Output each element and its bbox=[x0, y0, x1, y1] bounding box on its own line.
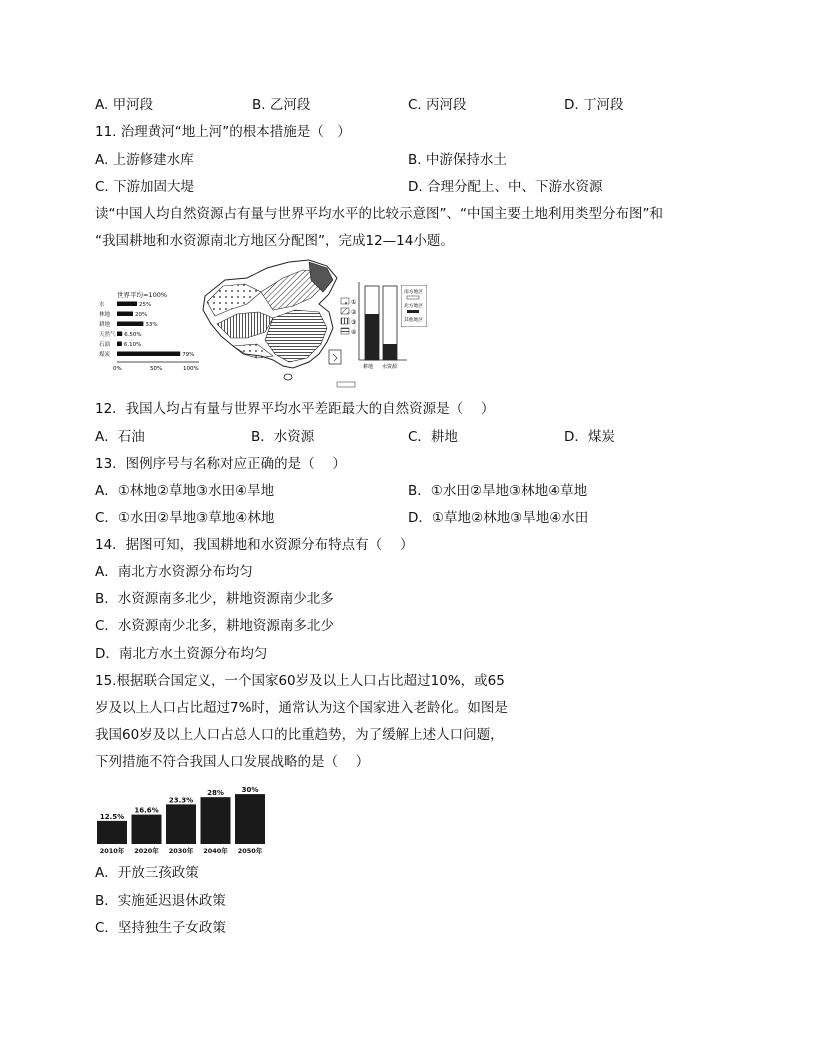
aging-value-label: 12.5% bbox=[99, 812, 125, 821]
bar-category-label: 天然气 bbox=[99, 332, 116, 338]
bar-value-label: 79% bbox=[182, 352, 195, 358]
q13-option-b: B．①水田②旱地③林地④草地 bbox=[408, 483, 588, 499]
stacked-chart-legend bbox=[401, 285, 427, 327]
q15-line-1: 15.根据联合国定义，一个国家60岁及以上人口占比超过10%，或65 bbox=[95, 673, 505, 689]
q12-option-d: D．煤炭 bbox=[564, 429, 615, 445]
q10-option-a: A. 甲河段 bbox=[95, 97, 154, 113]
q11-stem: 11. 治理黄河“地上河”的根本措施是（ ） bbox=[95, 124, 351, 140]
bar-category-label: 林地 bbox=[99, 312, 111, 318]
bar-value-label: 6.50% bbox=[124, 332, 142, 338]
q11-option-a: A. 上游修建水库 bbox=[95, 152, 194, 168]
q10-option-b: B. 乙河段 bbox=[252, 97, 311, 113]
aging-population-chart bbox=[95, 782, 270, 860]
bar-category-label: 水 bbox=[99, 302, 105, 308]
q12-option-b: B．水资源 bbox=[251, 429, 315, 445]
aging-year-label: 2040年 bbox=[203, 847, 228, 855]
bar-value-label: 33% bbox=[145, 322, 158, 328]
aging-bar bbox=[235, 794, 265, 844]
q11-option-d: D. 合理分配上、中、下游水资源 bbox=[408, 179, 603, 195]
bar-category-label: 煤炭 bbox=[99, 352, 111, 358]
resource-bar bbox=[117, 322, 143, 327]
bar-category-label: 耕地 bbox=[99, 322, 111, 328]
aging-value-label: 16.6% bbox=[134, 806, 159, 815]
aging-year-label: 2050年 bbox=[237, 847, 263, 855]
aging-bar bbox=[166, 804, 196, 844]
north-south-distribution-chart bbox=[359, 282, 407, 370]
q15-option-a: A．开放三孩政策 bbox=[95, 865, 199, 881]
aging-bar bbox=[97, 821, 127, 844]
legend-3: ③ bbox=[351, 319, 357, 326]
q14-option-a: A．南北方水资源分布均匀 bbox=[95, 564, 253, 580]
aging-value-label: 28% bbox=[207, 789, 224, 798]
q13-option-c: C．①水田②旱地③草地④林地 bbox=[95, 510, 275, 526]
q15-line-4: 下列措施不符合我国人口发展战略的是（ ） bbox=[95, 754, 370, 770]
q10-option-d: D. 丁河段 bbox=[564, 97, 624, 113]
bar-value-label: 25% bbox=[139, 302, 152, 308]
tick-50: 50% bbox=[150, 366, 163, 372]
bar-category-label: 石油 bbox=[99, 342, 111, 348]
aging-bar bbox=[132, 815, 162, 844]
legend-1: ① bbox=[351, 299, 357, 306]
resource-figure bbox=[97, 258, 407, 390]
q14-stem: 14．据图可知，我国耕地和水资源分布特点有（ ） bbox=[95, 537, 414, 553]
q12-option-a: A．石油 bbox=[95, 429, 145, 445]
tick-0: 0% bbox=[113, 366, 122, 372]
q12-option-c: C．耕地 bbox=[408, 429, 458, 445]
intro-line-1: 读“中国人均自然资源占有量与世界平均水平的比较示意图”、“中国主要土地利用类型分布图”和 bbox=[95, 206, 663, 222]
q13-option-a: A．①林地②草地③水田④旱地 bbox=[95, 483, 275, 499]
legend-other: 其他地区 bbox=[404, 318, 424, 323]
resource-bar bbox=[117, 312, 133, 317]
q14-option-d: D．南北方水土资源分布均匀 bbox=[95, 646, 268, 662]
q15-option-b: B．实施延迟退休政策 bbox=[95, 893, 226, 909]
aging-value-label: 30% bbox=[241, 786, 259, 795]
intro-line-2: “我国耕地和水资源南北方地区分配图”，完成12—14小题。 bbox=[95, 233, 454, 249]
legend-2: ② bbox=[351, 309, 357, 316]
legend-south: 南方地区 bbox=[404, 290, 424, 295]
q11-option-c: C. 下游加固大堤 bbox=[95, 179, 195, 195]
resource-bar bbox=[117, 302, 137, 307]
legend-north: 北方地区 bbox=[404, 304, 424, 309]
q15-option-c: C．坚持独生子女政策 bbox=[95, 920, 226, 936]
q10-option-c: C. 丙河段 bbox=[408, 97, 467, 113]
q14-option-b: B．水资源南多北少，耕地资源南少北多 bbox=[95, 591, 334, 607]
resource-bar bbox=[117, 332, 122, 337]
stacked-cat-water: 水资源 bbox=[382, 364, 398, 370]
aging-year-label: 2020年 bbox=[134, 847, 159, 855]
bar-value-label: 6.10% bbox=[123, 342, 142, 348]
per-capita-resource-chart bbox=[99, 290, 199, 372]
resource-bar bbox=[117, 352, 180, 357]
q11-option-b: B. 中游保持水土 bbox=[408, 152, 507, 168]
resource-bar bbox=[117, 342, 122, 347]
legend-4: ④ bbox=[351, 329, 357, 336]
q13-option-d: D．①草地②林地③旱地④水田 bbox=[408, 510, 589, 526]
bar-value-label: 20% bbox=[135, 312, 148, 318]
q13-stem: 13．图例序号与名称对应正确的是（ ） bbox=[95, 456, 346, 472]
q15-line-3: 我国60岁及以上人口占总人口的比重趋势，为了缓解上述人口问题， bbox=[95, 727, 504, 743]
aging-value-label: 23.3% bbox=[168, 796, 194, 805]
stacked-cat-farmland: 耕地 bbox=[363, 364, 374, 370]
q12-stem: 12．我国人均占有量与世界平均水平差距最大的自然资源是（ ） bbox=[95, 401, 495, 417]
aging-bar bbox=[201, 797, 231, 844]
map-legend bbox=[341, 298, 357, 336]
q14-option-c: C．水资源南少北多，耕地资源南多北少 bbox=[95, 618, 334, 634]
china-land-use-map bbox=[203, 260, 357, 387]
q15-line-2: 岁及以上人口占比超过7%时，通常认为这个国家进入老龄化。如图是 bbox=[95, 700, 508, 716]
bar-chart-title: 世界平均=100% bbox=[117, 291, 168, 299]
aging-year-label: 2030年 bbox=[168, 847, 194, 855]
aging-year-label: 2010年 bbox=[99, 847, 125, 855]
tick-100: 100% bbox=[183, 366, 199, 372]
